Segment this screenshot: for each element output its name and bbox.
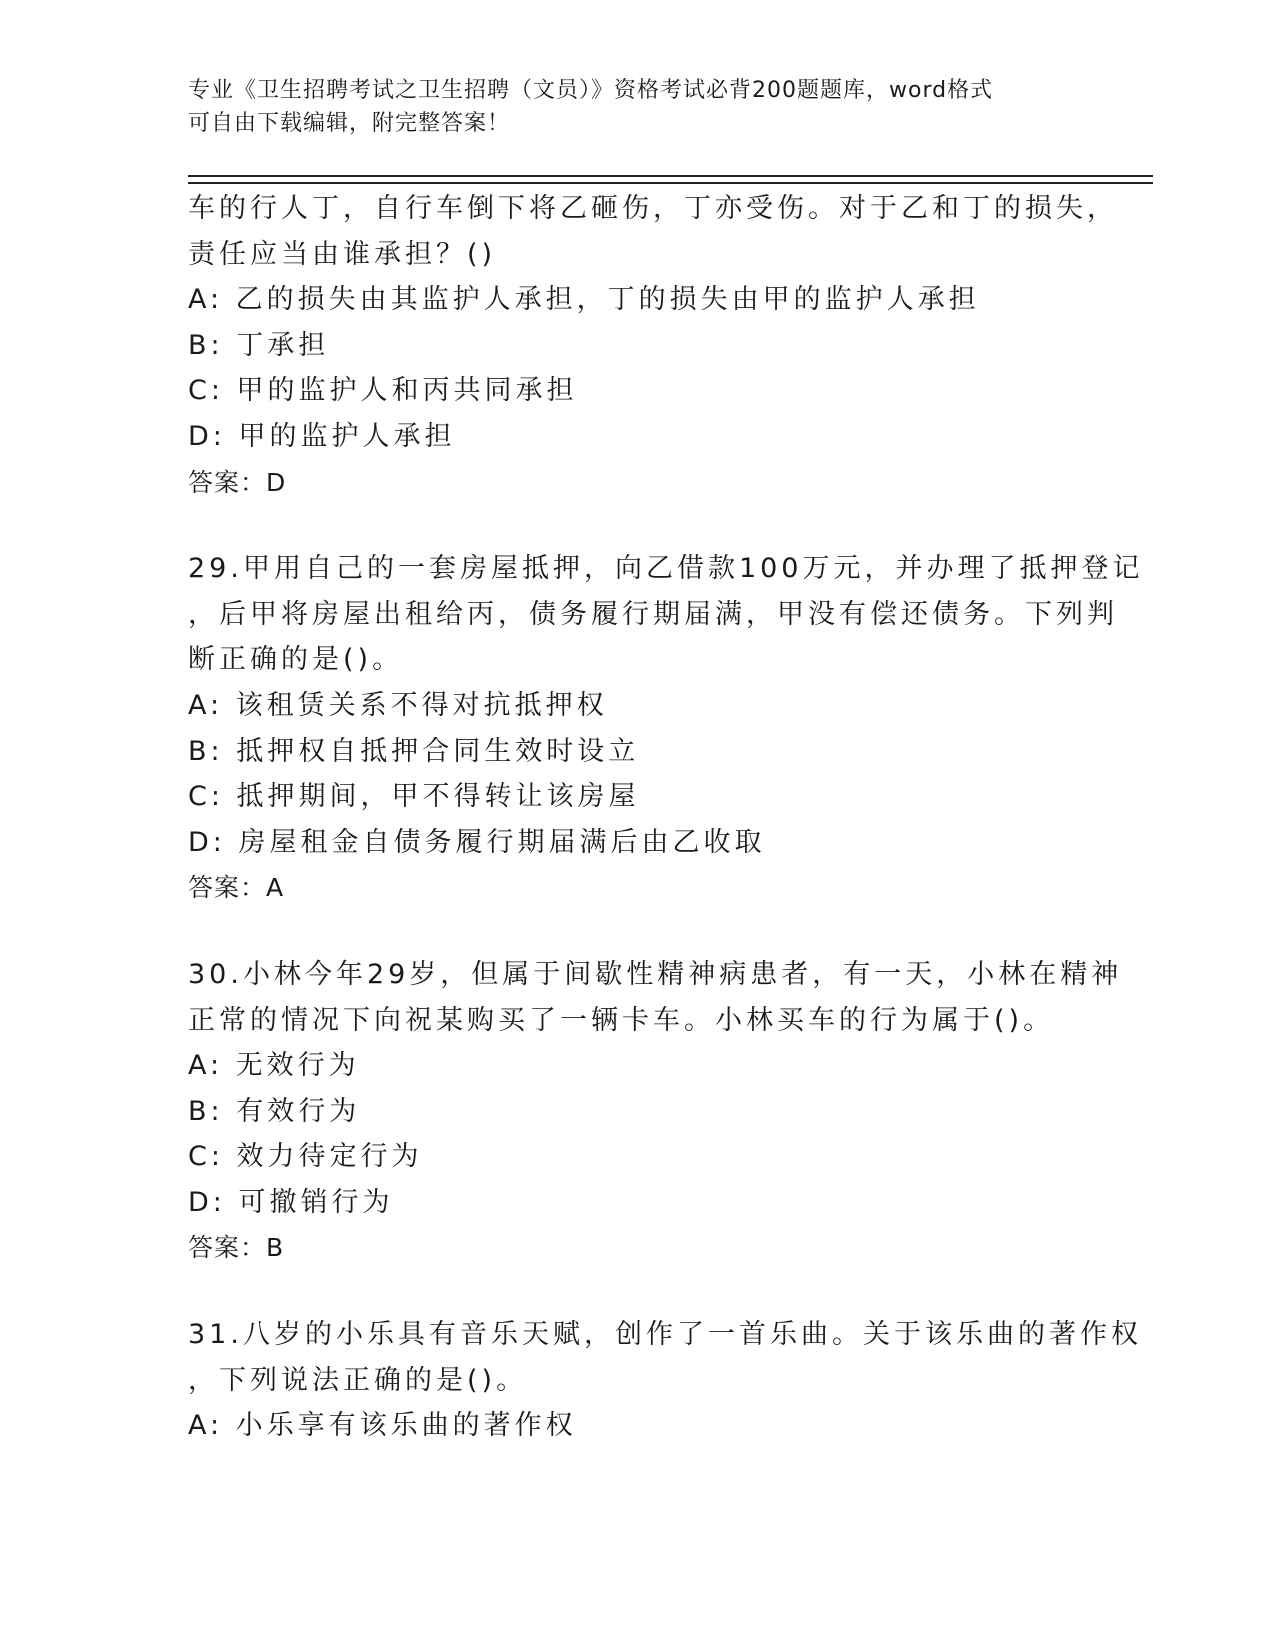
- option-d: D: 房屋租金自债务履行期届满后由乙收取: [188, 826, 766, 858]
- question-stem: ，后甲将房屋出租给丙，债务履行期届满，甲没有偿还债务。下列判: [188, 598, 1118, 630]
- option-c: C: 甲的监护人和丙共同承担: [188, 375, 578, 407]
- option-a: A: 无效行为: [188, 1050, 360, 1082]
- option-d: D: 甲的监护人承担: [188, 420, 456, 452]
- header-title-line-2: 可自由下载编辑，附完整答案！: [188, 111, 511, 136]
- option-c: C: 效力待定行为: [188, 1141, 423, 1173]
- spacer: [188, 1271, 1088, 1312]
- document-header: [188, 74, 1088, 140]
- question-list: [188, 186, 1144, 1449]
- option-a: A: 小乐享有该乐曲的著作权: [188, 1410, 577, 1442]
- question-stem: 30.小林今年29岁，但属于间歇性精神病患者，有一天，小林在精神: [188, 958, 1123, 990]
- spacer: [188, 505, 1088, 546]
- header-title-line-1: 专业《卫生招聘考试之卫生招聘（文员）》资格考试必背200题题库，word格式: [188, 78, 994, 103]
- question-stem: 责任应当由谁承担？(): [188, 238, 497, 270]
- answer: 答案：B: [188, 1233, 285, 1263]
- question-stem: 31.八岁的小乐具有音乐天赋，创作了一首乐曲。关于该乐曲的著作权: [188, 1319, 1142, 1351]
- option-c: C: 抵押期间，甲不得转让该房屋: [188, 781, 640, 813]
- question-stem: 断正确的是()。: [188, 644, 404, 676]
- answer: 答案：A: [188, 873, 285, 903]
- question-stem: ，下列说法正确的是()。: [188, 1364, 528, 1396]
- header-divider-top: [188, 175, 1153, 177]
- question-28: [188, 186, 1118, 505]
- question-stem: 29.甲用自己的一套房屋抵押，向乙借款100万元，并办理了抵押登记: [188, 553, 1144, 585]
- question-29: [188, 546, 1144, 911]
- question-30: [188, 952, 1123, 1271]
- option-b: B: 丁承担: [188, 329, 330, 361]
- question-stem: 正常的情况下向祝某购买了一辆卡车。小林买车的行为属于()。: [188, 1004, 1055, 1036]
- option-b: B: 抵押权自抵押合同生效时设立: [188, 735, 640, 767]
- option-b: B: 有效行为: [188, 1095, 361, 1127]
- option-a: A: 该租赁关系不得对抗抵押权: [188, 689, 608, 721]
- spacer: [188, 911, 1088, 952]
- header-divider-bottom: [188, 182, 1153, 184]
- answer: 答案：D: [188, 467, 287, 497]
- option-a: A: 乙的损失由其监护人承担，丁的损失由甲的监护人承担: [188, 284, 980, 316]
- option-d: D: 可撤销行为: [188, 1186, 394, 1218]
- question-stem: 车的行人丁，自行车倒下将乙砸伤，丁亦受伤。对于乙和丁的损失，: [188, 193, 1118, 224]
- question-31: [188, 1312, 1142, 1449]
